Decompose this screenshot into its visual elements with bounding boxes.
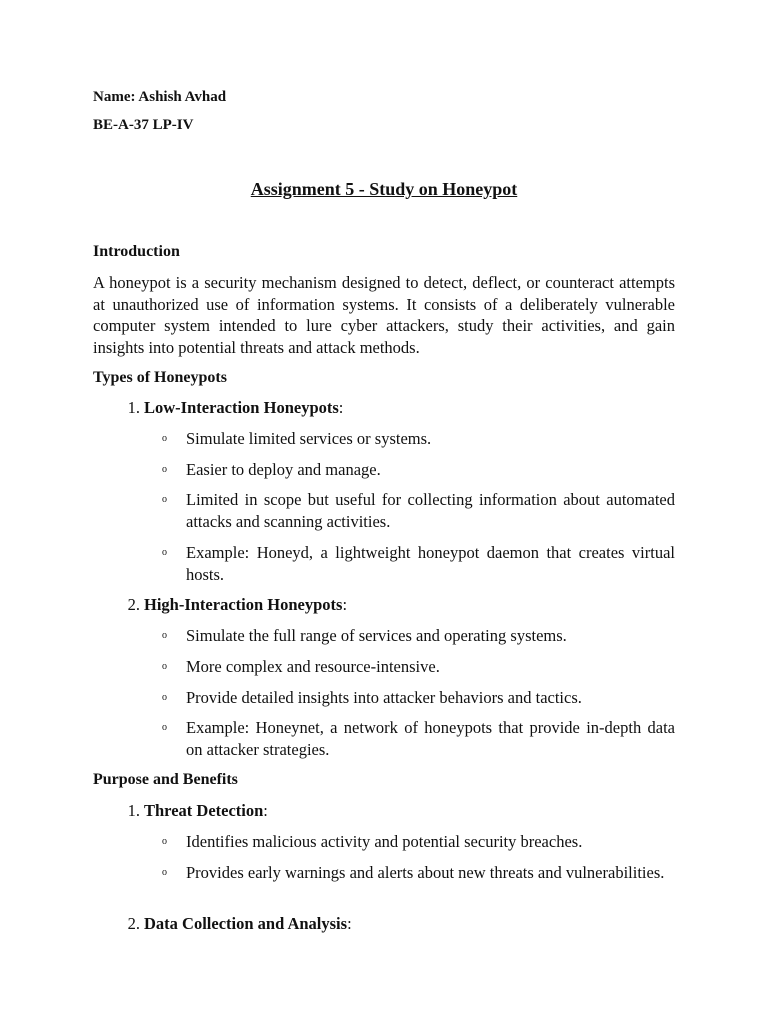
bullet-item bbox=[162, 656, 675, 678]
list-item-label: High-Interaction Honeypots bbox=[144, 595, 343, 614]
list-item-label: Low-Interaction Honeypots bbox=[144, 398, 339, 417]
list-item-suffix: : bbox=[338, 398, 344, 417]
bullet-item bbox=[162, 489, 675, 532]
bullet-item bbox=[162, 687, 675, 709]
bullet-text: Simulate the full range of services and operating systems. bbox=[186, 626, 567, 645]
bullet-item bbox=[162, 625, 675, 647]
list-item-suffix: : bbox=[347, 914, 352, 933]
bullet-text: Provide detailed insights into attacker behaviors and tactics. bbox=[186, 688, 582, 707]
author-name: Name: Ashish Avhad bbox=[93, 89, 227, 105]
list-item-label: Threat Detection bbox=[144, 801, 264, 820]
list-number: 2. bbox=[127, 595, 140, 614]
bullet-circle-icon: o bbox=[162, 722, 167, 733]
introduction-paragraph: A honeypot is a security mechanism designed to detect, deflect, or counteract attempts at unauthorized use of information systems. It consists of a deliberately vulnerable computer system intended to lure cyber attackers, study their activities, and gain insights into potential threats and attack methods. bbox=[93, 273, 675, 357]
list-item-suffix: : bbox=[263, 801, 268, 820]
bullet-circle-icon: o bbox=[162, 692, 167, 703]
bullet-circle-icon: o bbox=[162, 630, 167, 641]
bullet-circle-icon: o bbox=[162, 836, 167, 847]
bullet-text: Simulate limited services or systems. bbox=[186, 429, 432, 448]
bullet-text: Provides early warnings and alerts about new threats and vulnerabilities. bbox=[186, 863, 665, 882]
document-title: Assignment 5 - Study on Honeypot bbox=[250, 179, 518, 199]
bullet-circle-icon: o bbox=[162, 867, 167, 878]
bullet-circle-icon: o bbox=[162, 464, 167, 475]
bullet-item bbox=[162, 459, 675, 481]
purpose-heading: Purpose and Benefits bbox=[93, 771, 238, 788]
bullet-text: Example: Honeyd, a lightweight honeypot daemon that creates virtual hosts. bbox=[186, 543, 675, 584]
bullet-item bbox=[162, 831, 675, 853]
list-number: 2. bbox=[127, 914, 140, 933]
bullet-circle-icon: o bbox=[162, 547, 167, 558]
introduction-heading: Introduction bbox=[93, 243, 180, 260]
bullet-circle-icon: o bbox=[162, 494, 167, 505]
bullet-item bbox=[162, 428, 675, 450]
bullet-item bbox=[162, 542, 675, 585]
bullet-circle-icon: o bbox=[162, 433, 167, 444]
list-item-label: Data Collection and Analysis bbox=[144, 914, 348, 933]
list-number: 1. bbox=[127, 398, 140, 417]
bullet-text: Easier to deploy and manage. bbox=[186, 460, 381, 479]
bullet-text: Identifies malicious activity and potential security breaches. bbox=[186, 832, 583, 851]
bullet-item bbox=[162, 862, 675, 884]
class-roll-id: BE-A-37 LP-IV bbox=[93, 117, 194, 133]
list-item-suffix: : bbox=[342, 595, 348, 614]
bullet-text: More complex and resource-intensive. bbox=[186, 657, 440, 676]
list-number: 1. bbox=[127, 801, 140, 820]
bullet-item bbox=[162, 717, 675, 760]
types-heading: Types of Honeypots bbox=[93, 369, 227, 386]
bullet-text: Example: Honeynet, a network of honeypots that provide in-depth data on attacker strategies. bbox=[186, 718, 675, 759]
bullet-text: Limited in scope but useful for collecting information about automated attacks and scanning activities. bbox=[186, 490, 675, 531]
bullet-circle-icon: o bbox=[162, 661, 167, 672]
